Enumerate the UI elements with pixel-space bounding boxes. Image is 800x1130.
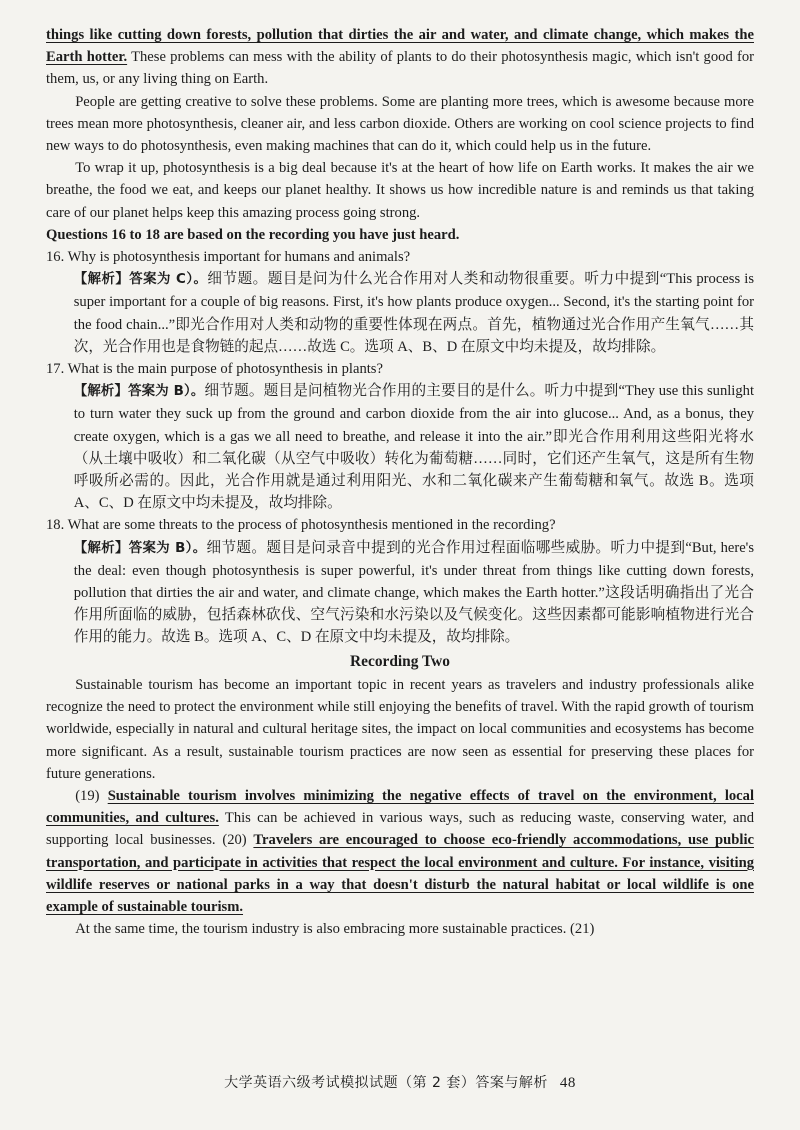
- underlined-sentence-19: Sustainable tourism involves minimizing the negative effects of travel on the environment, local communities, and cultures.: [46, 787, 754, 827]
- footer-title: 大学英语六级考试模拟试题（第 2 套）答案与解析: [224, 1075, 548, 1091]
- analysis-text: 细节题。题目是问录音中提到的光合作用过程面临哪些威胁。听力中提到“But, here's the deal: even though photosynthesis is super powerful, it's under threat from things like cutting down forests, pollution that dirties the air and water, and climate change, which makes the Earth hotter.”这段话明确指出了光合作用所面临的威胁，包括森林砍伐、空气污染和水污染以及气候变化。这些因素都可能影响植物进行光合作用的能力。故选 B。选项 A、C、D 在原文中均未提及，故均排除。: [73, 539, 754, 646]
- paragraph-sustainable-tourism-definition: [46, 785, 754, 918]
- paragraph-industry-practices: At the same time, the tourism industry is also embracing more sustainable practices. (21): [75, 921, 595, 938]
- question-16: 16. Why is photosynthesis important for humans and animals?: [46, 249, 411, 266]
- marker-20: (20): [222, 832, 254, 849]
- paragraph-sustainable-tourism-intro: Sustainable tourism has become an important topic in recent years as travelers and industry professionals alike recognize the need to protect the environment while still enjoying the benefits of travel. With the rapid growth of tourism worldwide, especially in natural and cultural heritage sites, the impact on local communities and ecosystems has become more significant. As a result, sustainable tourism practices are now seen as essential for preserving these places for future generations.: [46, 676, 754, 782]
- answer-label: 答案为 C）。: [129, 272, 208, 288]
- page-content: [46, 24, 754, 940]
- page-footer: [0, 1072, 800, 1092]
- question-18: 18. What are some threats to the process of photosynthesis mentioned in the recording?: [46, 517, 556, 534]
- questions-intro: Questions 16 to 18 are based on the recording you have just heard.: [46, 226, 460, 243]
- question-17: 17. What is the main purpose of photosynthesis in plants?: [46, 361, 383, 378]
- analysis-18: [46, 537, 754, 649]
- analysis-tag: 【解析】: [73, 272, 130, 288]
- underlined-sentence-20: Travelers are encouraged to choose eco-friendly accommodations, use public transportation, and participate in activities that respect the local environment and culture. For instance, visiting wildlife reserves or national parks in a way that doesn't disturb the natural habitat or local wildlife is one example of sustainable tourism.: [46, 832, 754, 915]
- analysis-16: [46, 268, 754, 358]
- paragraph-threats-continued: [46, 24, 754, 91]
- analysis-text: 细节题。题目是问植物光合作用的主要目的是什么。听力中提到“They use this sunlight to turn water they suck up from the ground and carbon dioxide from the air into glucose... And, as a bonus, they create oxygen, which is a gas we all need to breathe, and release it into the air.”即光合作用利用这些阳光将水（从土壤中吸收）和二氧化碳（从空气中吸收）转化为葡萄糖……同时，它们还产生氧气，这是所有生物呼吸所必需的。因此，光合作用就是通过利用阳光、水和二氧化碳来产生葡萄糖和氧气。故选 B。选项 A、C、D 在原文中均未提及，故均排除。: [73, 383, 755, 512]
- analysis-17: [46, 380, 754, 514]
- paragraph-conclusion: To wrap it up, photosynthesis is a big deal because it's at the heart of how life on Earth works. It makes the air we breathe, the food we eat, and keeps our planet healthy. It shows us how incredible nature is and reminds us that taking care of our planet helps keep this amazing process going strong.: [46, 160, 754, 221]
- paragraph-text: These problems can mess with the ability of plants to do their photosynthesis magic, which isn't good for them, us, or any living thing on Earth.: [46, 49, 754, 88]
- analysis-text: 细节题。题目是问为什么光合作用对人类和动物很重要。听力中提到“This process is super important for a couple of big reasons. First, it's how plants produce oxygen... Second, it's the starting point for the food chain...”即光合作用对人类和动物的重要性体现在两点。首先，植物通过光合作用产生氧气……其次，光合作用也是食物链的起点……故选 C。选项 A、B、D 在原文中均未提及，故均排除。: [73, 271, 755, 355]
- marker-19: (19): [75, 787, 108, 804]
- analysis-tag: 【解析】: [73, 540, 129, 556]
- answer-label: 答案为 B）。: [128, 384, 205, 400]
- paragraph-solutions: People are getting creative to solve these problems. Some are planting more trees, which is awesome because more trees mean more photosynthesis, cleaner air, and less carbon dioxide. Others are working on cool science projects to find new ways to do photosynthesis, even making machines that can do it, which could help us in the future.: [46, 93, 754, 155]
- page-number: 48: [559, 1075, 576, 1091]
- underlined-threats-sentence: things like cutting down forests, pollution that dirties the air and water, and climate change, which makes the Earth hotter.: [46, 27, 754, 66]
- paragraph-text: This can be achieved in various ways, such as reducing waste, conserving water, and supporting local businesses.: [46, 810, 754, 849]
- analysis-tag: 【解析】: [73, 384, 129, 400]
- answer-label: 答案为 B）。: [128, 540, 207, 556]
- section-heading: Recording Two: [350, 652, 450, 670]
